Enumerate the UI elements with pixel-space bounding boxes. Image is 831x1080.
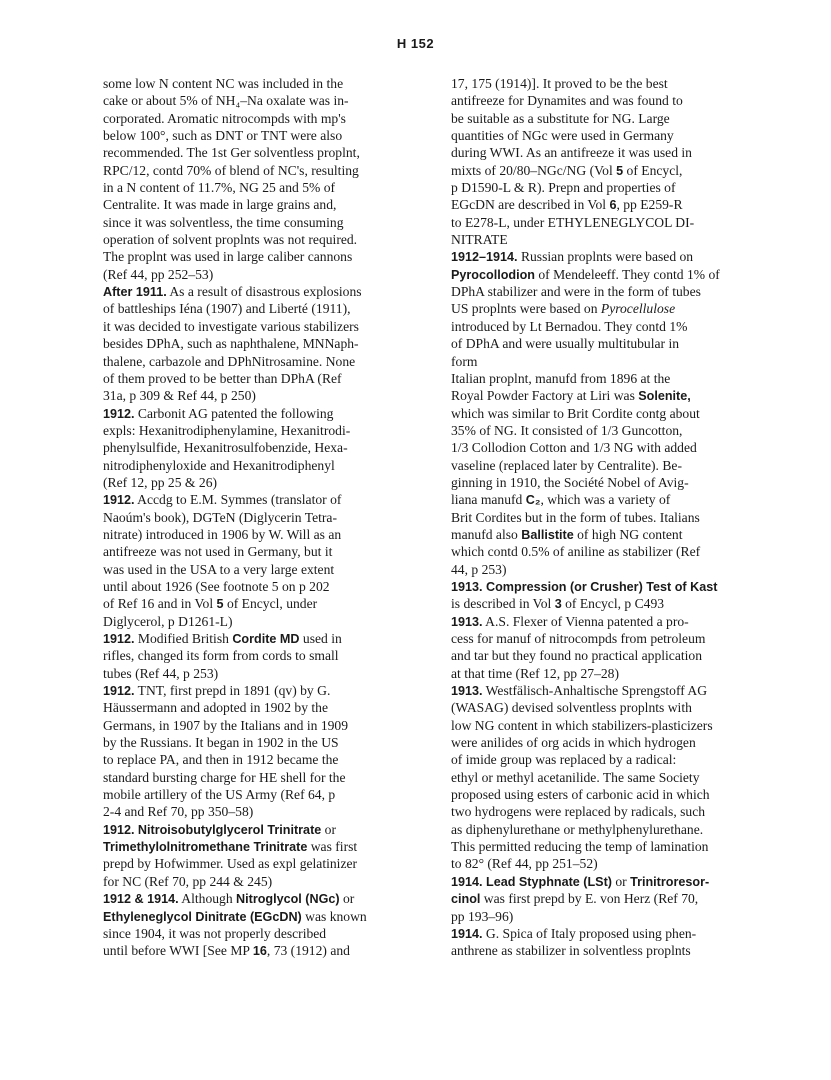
text-line: [103, 578, 393, 595]
text-segment: p D1590-L & R). Prepn and properties of: [451, 180, 676, 196]
text-segment: TNT, first prepd in 1891 (qv) by G.: [134, 683, 331, 699]
text-segment: be suitable as a substitute for NG. Large: [451, 110, 670, 126]
text-segment: operation of solvent proplnts was not required.: [103, 232, 358, 248]
text-segment: G. Spica of Italy proposed using phen-: [482, 925, 697, 941]
text-segment: since 1904, it was not properly described: [103, 925, 327, 941]
text-segment: standard bursting charge for HE shell for the: [103, 769, 346, 785]
text-segment: , which was a variety of: [540, 492, 671, 508]
text-segment: introduced by Lt Bernadou. They contd 1%: [451, 318, 688, 334]
text-line: [103, 370, 393, 387]
text-line: [451, 162, 741, 179]
text-segment: ethyl or methyl acetanilide. The same Society: [451, 769, 700, 785]
text-segment: for NC (Ref 70, pp 244 & 245): [103, 873, 273, 889]
text-line: [451, 318, 741, 335]
text-segment: low NG content in which stabilizers-plasticizers: [451, 717, 713, 733]
text-line: [103, 595, 393, 612]
text-line: [103, 422, 393, 439]
text-line: [103, 890, 393, 907]
text-segment: This permitted reducing the temp of lamination: [451, 839, 709, 855]
text-segment: and tar but they found no practical application: [451, 648, 703, 664]
text-line: [103, 457, 393, 474]
text-line: [451, 491, 741, 508]
text-line: [451, 405, 741, 422]
text-line: [451, 266, 741, 283]
text-line: [451, 92, 741, 109]
text-line: [451, 751, 741, 768]
text-line: [103, 405, 393, 422]
text-segment: of Encycl, under: [223, 596, 318, 612]
text-line: [103, 214, 393, 231]
text-line: [451, 925, 741, 942]
bold-text: 1912.: [103, 632, 135, 646]
text-line: [451, 543, 741, 560]
bold-text: Pyrocollodion: [451, 267, 535, 282]
text-segment: to 82° (Ref 44, pp 251–52): [451, 856, 598, 872]
text-segment: As a result of disastrous explosions: [166, 284, 362, 300]
text-line: [103, 353, 393, 370]
text-segment: to replace PA, and then in 1912 became the: [103, 752, 339, 768]
text-segment: manufd also: [451, 526, 522, 542]
text-line: [103, 613, 393, 630]
text-line: [451, 370, 741, 387]
bold-text: cinol: [451, 892, 481, 907]
text-line: [451, 786, 741, 803]
text-line: [103, 526, 393, 543]
text-segment: of Encycl,: [623, 162, 683, 178]
text-segment: of Encycl, p C493: [561, 596, 665, 612]
text-line: [103, 717, 393, 734]
text-segment: or: [611, 873, 631, 889]
text-segment: Although: [178, 891, 237, 907]
text-segment: by the Russians. It began in 1902 in the US: [103, 735, 339, 751]
text-line: [451, 179, 741, 196]
text-line: [451, 699, 741, 716]
bold-text: Trimethylolnitromethane Trinitrate: [103, 840, 308, 855]
text-segment: Russian proplnts were based on: [517, 249, 694, 265]
text-line: [451, 838, 741, 855]
text-segment: rifles, changed its form from cords to small: [103, 648, 339, 664]
text-segment: proposed using esters of carbonic acid in which: [451, 787, 710, 803]
bold-text: Nitroisobutylglycerol Trinitrate: [137, 822, 322, 837]
text-line: [103, 821, 393, 838]
text-segment: , pp E259-R: [616, 197, 683, 213]
text-line: [103, 110, 393, 127]
text-line: [103, 196, 393, 213]
text-segment: 2-4 and Ref 70, pp 350–58): [103, 804, 254, 820]
text-line: [103, 561, 393, 578]
text-line: [451, 613, 741, 630]
text-line: [103, 335, 393, 352]
text-segment: or: [339, 891, 355, 907]
text-line: [451, 578, 741, 595]
text-line: [103, 803, 393, 820]
text-segment: 17, 175 (1914)]. It proved to be the best: [451, 76, 668, 91]
text-segment: Häussermann and adopted in 1902 by the: [103, 700, 329, 716]
text-line: [451, 248, 741, 265]
text-segment: is described in Vol: [451, 596, 555, 612]
text-line: [451, 75, 741, 92]
text-segment: US proplnts were based on: [451, 301, 601, 317]
text-segment: pp 193–96): [451, 908, 514, 924]
text-line: [103, 491, 393, 508]
text-line: [103, 838, 393, 855]
text-segment: DPhA stabilizer and were in the form of tubes: [451, 284, 701, 300]
page-header: H 152: [396, 36, 435, 51]
text-line: [103, 751, 393, 768]
text-line: [103, 318, 393, 335]
text-segment: Modified British: [134, 631, 233, 646]
text-segment: vaseline (replaced later by Centralite). Be-: [451, 457, 682, 473]
text-segment: expls: Hexanitrodiphenylamine, Hexanitrodi-: [103, 422, 351, 438]
text-segment: to E278-L, under ETHYLENEGLYCOL DI-: [451, 214, 695, 230]
text-line: [451, 422, 741, 439]
text-line: [451, 457, 741, 474]
text-segment: besides DPhA, such as naphthalene, MNNaph-: [103, 336, 359, 352]
bold-text: 16: [252, 944, 267, 959]
text-segment: prepd by Hofwimmer. Used as expl gelatinizer: [103, 856, 358, 872]
text-segment: 35% of NG. It consisted of 1/3 Guncotton,: [451, 422, 683, 438]
text-line: [451, 561, 741, 578]
bold-text: 1912.: [103, 684, 135, 699]
text-line: [451, 144, 741, 161]
text-segment: A.S. Flexer of Vienna patented a pro-: [482, 613, 689, 629]
bold-text: 1912.: [103, 822, 135, 837]
text-line: [451, 734, 741, 751]
text-segment: anthrene as stabilizer in solventless proplnts: [451, 943, 691, 959]
text-segment: of Mendeleeff. They contd 1% of: [534, 266, 720, 282]
text-segment: (Ref 12, pp 25 & 26): [103, 474, 218, 490]
text-segment: below 100°, such as DNT or TNT were also: [103, 128, 343, 144]
text-line: [103, 439, 393, 456]
text-segment: were anilides of org acids in which hydrogen: [451, 735, 696, 751]
text-segment: until before WWI [See MP: [103, 943, 253, 959]
text-segment: antifreeze for Dynamites and was found to: [451, 93, 683, 109]
text-segment: of DPhA and were usually multitubular in: [451, 336, 680, 352]
text-line: [103, 942, 393, 959]
bold-text: 1913.: [451, 614, 483, 629]
text-line: [451, 509, 741, 526]
text-segment: corporated. Aromatic nitrocompds with mp's: [103, 110, 346, 126]
text-line: [451, 231, 741, 248]
bold-text: 1912 & 1914.: [103, 892, 179, 907]
text-line: [103, 248, 393, 265]
bold-text: 5: [216, 597, 224, 612]
text-line: [451, 803, 741, 820]
text-line: [451, 630, 741, 647]
text-line: [103, 630, 393, 647]
text-segment: as diphenylurethane or methylphenylurethane.: [451, 821, 704, 837]
text-segment: of imide group was replaced by a radical:: [451, 752, 677, 768]
text-segment: antifreeze was not used in Germany, but it: [103, 544, 333, 560]
text-line: [451, 300, 741, 317]
bold-text: Cordite MD: [232, 632, 300, 646]
text-line: [103, 873, 393, 890]
left-text-column: [103, 75, 393, 960]
text-line: [103, 855, 393, 872]
text-segment: was first prepd by E. von Herz (Ref 70,: [480, 891, 699, 907]
text-segment: nitrodiphenyloxide and Hexanitrodiphenyl: [103, 457, 335, 473]
text-line: [103, 682, 393, 699]
text-segment: Brit Cordites but in the form of tubes. Italians: [451, 509, 700, 525]
text-segment: was known: [301, 908, 367, 924]
bold-text: 1913. Compression (or Crusher) Test of Kast: [451, 579, 718, 594]
text-line: [103, 127, 393, 144]
text-line: [451, 353, 741, 370]
text-segment: (Ref 44, pp 252–53): [103, 266, 214, 282]
text-line: [451, 110, 741, 127]
text-line: [103, 786, 393, 803]
text-line: [451, 387, 741, 404]
bold-text: 1914.: [451, 926, 483, 941]
text-segment: form: [451, 353, 478, 369]
bold-text: 1912.: [103, 493, 135, 508]
text-line: [103, 474, 393, 491]
text-segment: Carbonit AG patented the following: [134, 405, 334, 421]
text-segment: it was decided to investigate various stabilizers: [103, 318, 359, 334]
text-segment: mixts of 20/80–NGc/NG (Vol: [451, 162, 617, 178]
bold-text: Ethyleneglycol Dinitrate (EGcDN): [103, 909, 302, 924]
text-line: [451, 283, 741, 300]
text-segment: or: [321, 821, 336, 837]
text-line: [103, 908, 393, 925]
bold-text: 1912.: [103, 406, 135, 421]
text-segment: of battleships Iéna (1907) and Liberté (1911),: [103, 301, 351, 317]
text-line: [451, 717, 741, 734]
text-line: [103, 162, 393, 179]
bold-text: Nitroglycol (NGc): [236, 892, 340, 907]
bold-text: 1913.: [451, 684, 483, 699]
bold-text: After 1911.: [103, 285, 167, 300]
text-segment: quantities of NGc were used in Germany: [451, 128, 674, 144]
text-segment: 31a, p 309 & Ref 44, p 250): [103, 388, 256, 404]
bold-text: Solenite,: [638, 389, 691, 404]
text-line: [103, 300, 393, 317]
text-line: [451, 474, 741, 491]
text-line: [103, 92, 393, 109]
italic-text: Pyrocellulose: [600, 301, 676, 317]
text-segment: during WWI. As an antifreeze it was used in: [451, 145, 692, 161]
text-segment: since it was solventless, the time consuming: [103, 214, 344, 230]
text-line: [451, 942, 741, 959]
text-segment: , 73 (1912) and: [266, 943, 350, 959]
text-segment: phenylsulfide, Hexanitrosulfobenzide, Hexa-: [103, 440, 348, 456]
bold-text: 1914. Lead Styphnate (LSt): [451, 874, 612, 889]
bold-text: Trinitroresor-: [630, 874, 710, 889]
text-line: [451, 769, 741, 786]
text-line: [451, 890, 741, 907]
text-segment: in a N content of 11.7%, NG 25 and 5% of: [103, 180, 336, 196]
text-segment: mobile artillery of the US Army (Ref 64, p: [103, 787, 336, 803]
text-line: [451, 873, 741, 890]
text-segment: cess for manuf of nitrocompds from petroleum: [451, 631, 706, 646]
text-segment: nitrate) introduced in 1906 by W. Will as an: [103, 526, 342, 542]
text-line: [451, 682, 741, 699]
bold-text: Ballistite: [521, 527, 574, 542]
text-line: [451, 908, 741, 925]
text-line: [103, 647, 393, 664]
text-segment: at that time (Ref 12, pp 27–28): [451, 665, 619, 681]
text-line: [451, 665, 741, 682]
text-line: [451, 439, 741, 456]
text-segment: NITRATE: [451, 232, 508, 248]
text-segment: of Ref 16 and in Vol: [103, 596, 217, 612]
text-segment: Germans, in 1907 by the Italians and in 1909: [103, 717, 349, 733]
text-line: [451, 526, 741, 543]
text-segment: Centralite. It was made in large grains and,: [103, 197, 337, 213]
text-line: [103, 266, 393, 283]
text-segment: Naoúm's book), DGTeN (Diglycerin Tetra-: [103, 509, 337, 525]
text-line: [451, 647, 741, 664]
text-line: [451, 196, 741, 213]
bold-text: C₂: [525, 493, 541, 508]
text-line: [451, 214, 741, 231]
text-segment: Diglycerol, p D1261-L): [103, 613, 233, 629]
text-segment: until about 1926 (See footnote 5 on p 202: [103, 578, 330, 594]
bold-text: 6: [609, 198, 617, 213]
text-segment: 44, p 253): [451, 561, 507, 577]
right-text-column: [451, 75, 741, 960]
text-segment: 1/3 Collodion Cotton and 1/3 NG with added: [451, 440, 697, 456]
text-segment: EGcDN are described in Vol: [451, 197, 610, 213]
text-segment: The proplnt was used in large caliber cannons: [103, 249, 353, 265]
text-segment: some low N content NC was included in the: [103, 76, 344, 91]
text-line: [103, 231, 393, 248]
text-line: [103, 387, 393, 404]
text-line: [103, 179, 393, 196]
text-line: [103, 509, 393, 526]
text-line: [103, 665, 393, 682]
text-segment: of high NG content: [573, 526, 683, 542]
text-segment: which was similar to Brit Cordite contg about: [451, 405, 700, 421]
text-segment: was first: [307, 839, 358, 855]
text-segment: Royal Powder Factory at Liri was: [451, 388, 639, 404]
bold-text: 3: [554, 597, 562, 612]
text-segment: RPC/12, contd 70% of blend of NC's, resulting: [103, 162, 359, 178]
text-segment: liana manufd: [451, 492, 526, 508]
text-segment: recommended. The 1st Ger solventless proplnt,: [103, 145, 360, 161]
text-line: [103, 144, 393, 161]
text-segment: Westfälisch-Anhaltische Sprengstoff AG: [482, 683, 708, 699]
text-segment: used in: [299, 631, 342, 646]
text-line: [451, 127, 741, 144]
text-segment: cake or about 5% of NH₄–Na oxalate was in-: [103, 93, 349, 109]
text-segment: was used in the USA to a very large extent: [103, 561, 335, 577]
text-line: [103, 699, 393, 716]
bold-text: 1912–1914.: [451, 250, 518, 265]
text-segment: tubes (Ref 44, p 253): [103, 665, 219, 681]
text-line: [103, 75, 393, 92]
bold-text: 5: [616, 163, 624, 178]
text-segment: two hydrogens were replaced by radicals, such: [451, 804, 706, 820]
text-line: [103, 543, 393, 560]
text-segment: ginning in 1910, the Société Nobel of Avig-: [451, 474, 689, 490]
text-segment: Accdg to E.M. Symmes (translator of: [134, 492, 342, 508]
text-line: [451, 335, 741, 352]
text-line: [451, 595, 741, 612]
text-segment: which contd 0.5% of aniline as stabilizer (Ref: [451, 544, 701, 560]
text-line: [103, 734, 393, 751]
text-line: [103, 769, 393, 786]
text-line: [103, 283, 393, 300]
text-line: [451, 821, 741, 838]
text-segment: (WASAG) devised solventless proplnts with: [451, 700, 692, 716]
text-segment: of them proved to be better than DPhA (Ref: [103, 370, 342, 386]
text-segment: thalene, carbazole and DPhNitrosamine. None: [103, 353, 356, 369]
text-segment: Italian proplnt, manufd from 1896 at the: [451, 370, 671, 386]
text-line: [451, 855, 741, 872]
text-line: [103, 925, 393, 942]
